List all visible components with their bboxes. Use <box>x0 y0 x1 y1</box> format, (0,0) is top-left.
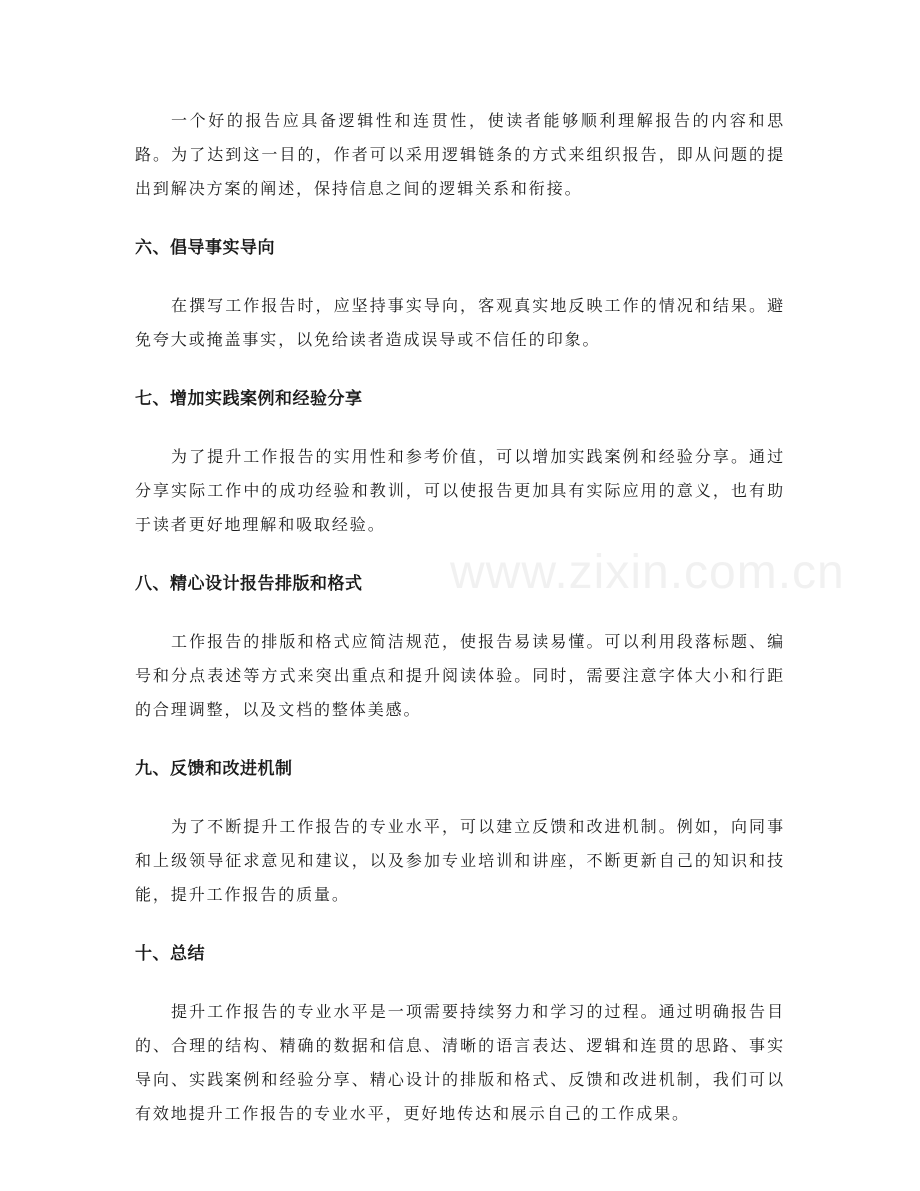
paragraph-logic: 一个好的报告应具备逻辑性和连贯性，使读者能够顺利理解报告的内容和思路。为了达到这一目的，作者可以采用逻辑链条的方式来组织报告，即从问题的提出到解决方案的阐述，保持信息之间的逻辑关系和衔接。 <box>135 111 785 198</box>
paragraph-feedback: 为了不断提升工作报告的专业水平，可以建立反馈和改进机制。例如，向同事和上级领导征求意见和建议，以及参加专业培训和讲座，不断更新自己的知识和技能，提升工作报告的质量。 <box>135 817 785 904</box>
heading-feedback: 九、反馈和改进机制 <box>135 759 293 779</box>
heading-fact-oriented: 六、倡导事实导向 <box>135 238 275 258</box>
heading-layout-format: 八、精心设计报告排版和格式 <box>135 574 363 594</box>
paragraph-practice-cases: 为了提升工作报告的实用性和参考价值，可以增加实践案例和经验分享。通过分享实际工作中的成功经验和教训，可以使报告更加具有实际应用的意义，也有助于读者更好地理解和吸取经验。 <box>135 447 785 534</box>
paragraph-summary: 提升工作报告的专业水平是一项需要持续努力和学习的过程。通过明确报告目的、合理的结构、精确的数据和信息、清晰的语言表达、逻辑和连贯的思路、事实导向、实践案例和经验分享、精心设计的排版和格式、反馈和改进机制，我们可以有效地提升工作报告的专业水平，更好地传达和展示自己的工作成果。 <box>135 1002 785 1123</box>
watermark: www.zixin.com.cn <box>450 546 845 599</box>
paragraph-layout-format: 工作报告的排版和格式应简洁规范，使报告易读易懂。可以利用段落标题、编号和分点表述等方式来突出重点和提升阅读体验。同时，需要注意字体大小和行距的合理调整，以及文档的整体美感。 <box>135 632 785 719</box>
heading-practice-cases: 七、增加实践案例和经验分享 <box>135 389 363 409</box>
heading-summary: 十、总结 <box>135 944 205 964</box>
document-body <box>135 104 785 1131</box>
paragraph-fact-oriented: 在撰写工作报告时，应坚持事实导向，客观真实地反映工作的情况和结果。避免夸大或掩盖事实，以免给读者造成误导或不信任的印象。 <box>135 296 785 349</box>
